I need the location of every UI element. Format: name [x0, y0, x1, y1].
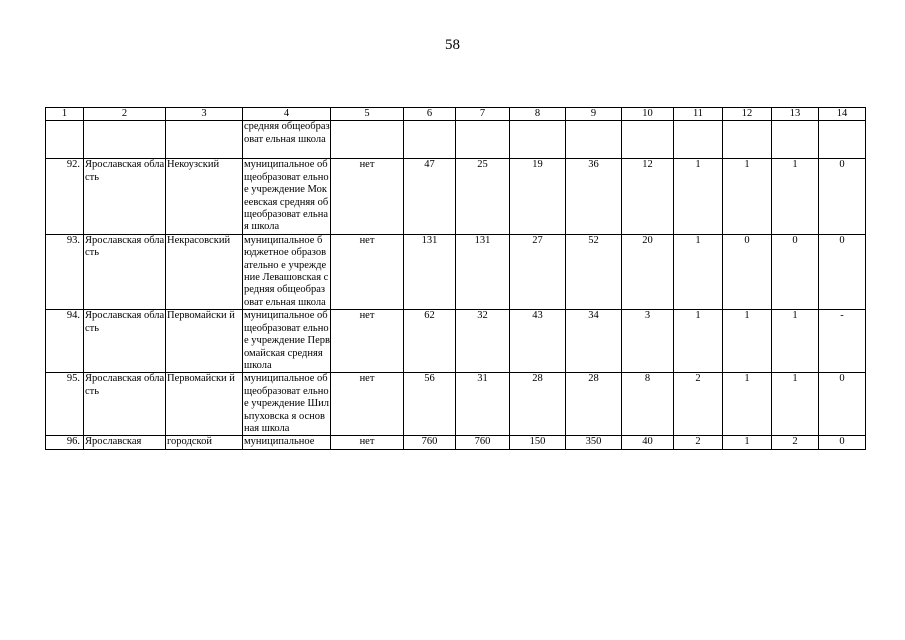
school-cell: муниципальное общеобразоват ельное учреждение Мокеевская средняя общеобразоват ельная школа	[244, 159, 329, 233]
value-cell: 19	[510, 159, 566, 234]
header-cell: 5	[331, 108, 404, 121]
table-row	[46, 159, 866, 234]
table-body	[46, 108, 866, 450]
row-number-cell: 93.	[46, 234, 84, 309]
district-cell: Некоузский	[166, 159, 243, 234]
header-cell: 6	[404, 108, 456, 121]
value-cell: 28	[566, 373, 622, 436]
value-cell: 40	[622, 436, 674, 449]
header-cell: 4	[243, 108, 331, 121]
value-cell: 1	[723, 159, 772, 234]
table-row	[46, 373, 866, 436]
value-cell: 150	[510, 436, 566, 449]
region-cell: Ярославская	[84, 436, 166, 449]
value-cell: -	[819, 310, 866, 373]
data-table	[45, 107, 866, 450]
table-cell	[84, 121, 166, 159]
value-cell: 56	[404, 373, 456, 436]
value-cell: 0	[819, 234, 866, 309]
header-cell: 11	[674, 108, 723, 121]
value-cell: нет	[331, 234, 404, 309]
table-cell	[723, 121, 772, 159]
school-cell: муниципальное	[243, 436, 331, 449]
value-cell: 47	[404, 159, 456, 234]
table-cell	[510, 121, 566, 159]
value-cell: 62	[404, 310, 456, 373]
continued-row	[46, 121, 866, 159]
value-cell: 8	[622, 373, 674, 436]
value-cell: 12	[622, 159, 674, 234]
value-cell: 36	[566, 159, 622, 234]
school-cell: муниципальное общеобразоват ельное учреждение Шильпуховска я основная школа	[244, 373, 329, 434]
value-cell: 27	[510, 234, 566, 309]
value-cell: нет	[331, 310, 404, 373]
table-row	[46, 310, 866, 373]
value-cell: 1	[674, 310, 723, 373]
value-cell: нет	[331, 373, 404, 436]
value-cell: 3	[622, 310, 674, 373]
value-cell: 1	[723, 436, 772, 449]
value-cell: 760	[404, 436, 456, 449]
header-cell: 10	[622, 108, 674, 121]
region-cell: Ярославская область	[84, 159, 166, 234]
table-cell	[622, 121, 674, 159]
row-number-cell: 94.	[46, 310, 84, 373]
value-cell: 1	[723, 310, 772, 373]
row-number-cell: 96.	[46, 436, 84, 449]
value-cell: нет	[331, 436, 404, 449]
header-cell: 2	[84, 108, 166, 121]
value-cell: 1	[674, 234, 723, 309]
header-cell: 1	[46, 108, 84, 121]
region-cell: Ярославская область	[84, 234, 166, 309]
header-cell: 3	[166, 108, 243, 121]
value-cell: 1	[674, 159, 723, 234]
page-number: 58	[445, 37, 460, 53]
value-cell: нет	[331, 159, 404, 234]
district-cell: Некрасовский	[166, 234, 243, 309]
header-cell: 7	[456, 108, 510, 121]
value-cell: 31	[456, 373, 510, 436]
school-cell: муниципальное бюджетное образовательно е учреждение Левашовская средняя общеобразоват ельная школа	[243, 234, 331, 309]
value-cell: 2	[674, 436, 723, 449]
value-cell: 0	[819, 159, 866, 234]
value-cell: 131	[404, 234, 456, 309]
district-cell: Первомайски й	[166, 310, 243, 373]
value-cell: 0	[772, 234, 819, 309]
table-cell	[674, 121, 723, 159]
header-cell: 14	[819, 108, 866, 121]
value-cell: 0	[723, 234, 772, 309]
district-cell: городской	[166, 436, 243, 449]
row-number-cell: 95.	[46, 373, 84, 436]
value-cell: 1	[723, 373, 772, 436]
header-cell: 12	[723, 108, 772, 121]
value-cell: 32	[456, 310, 510, 373]
value-cell: 28	[510, 373, 566, 436]
value-cell: 760	[456, 436, 510, 449]
table-cell	[404, 121, 456, 159]
value-cell: 131	[456, 234, 510, 309]
district-cell: Первомайски й	[166, 373, 243, 436]
header-cell: 13	[772, 108, 819, 121]
school-cell: средняя общеобразоват ельная школа	[243, 121, 331, 159]
value-cell: 20	[622, 234, 674, 309]
value-cell: 25	[456, 159, 510, 234]
region-cell: Ярославская область	[84, 310, 166, 373]
value-cell: 2	[674, 373, 723, 436]
region-cell: Ярославская область	[84, 373, 166, 436]
value-cell: 2	[772, 436, 819, 449]
value-cell: 34	[566, 310, 622, 373]
table-cell	[456, 121, 510, 159]
table-cell	[819, 121, 866, 159]
value-cell: 1	[772, 310, 819, 373]
value-cell: 52	[566, 234, 622, 309]
header-cell: 9	[566, 108, 622, 121]
table-cell	[566, 121, 622, 159]
table-cell	[331, 121, 404, 159]
table-cell	[166, 121, 243, 159]
value-cell: 43	[510, 310, 566, 373]
value-cell: 0	[819, 436, 866, 449]
table-cell	[46, 121, 84, 159]
value-cell: 0	[819, 373, 866, 436]
value-cell: 350	[566, 436, 622, 449]
value-cell: 1	[772, 373, 819, 436]
header-cell: 8	[510, 108, 566, 121]
row-number-cell: 92.	[46, 159, 84, 234]
value-cell: 1	[772, 159, 819, 234]
table-row	[46, 436, 866, 449]
table-row	[46, 234, 866, 309]
school-cell: муниципальное общеобразоват ельное учреждение Первомайская средняя школа	[244, 310, 330, 371]
table-cell	[772, 121, 819, 159]
header-row	[46, 108, 866, 121]
